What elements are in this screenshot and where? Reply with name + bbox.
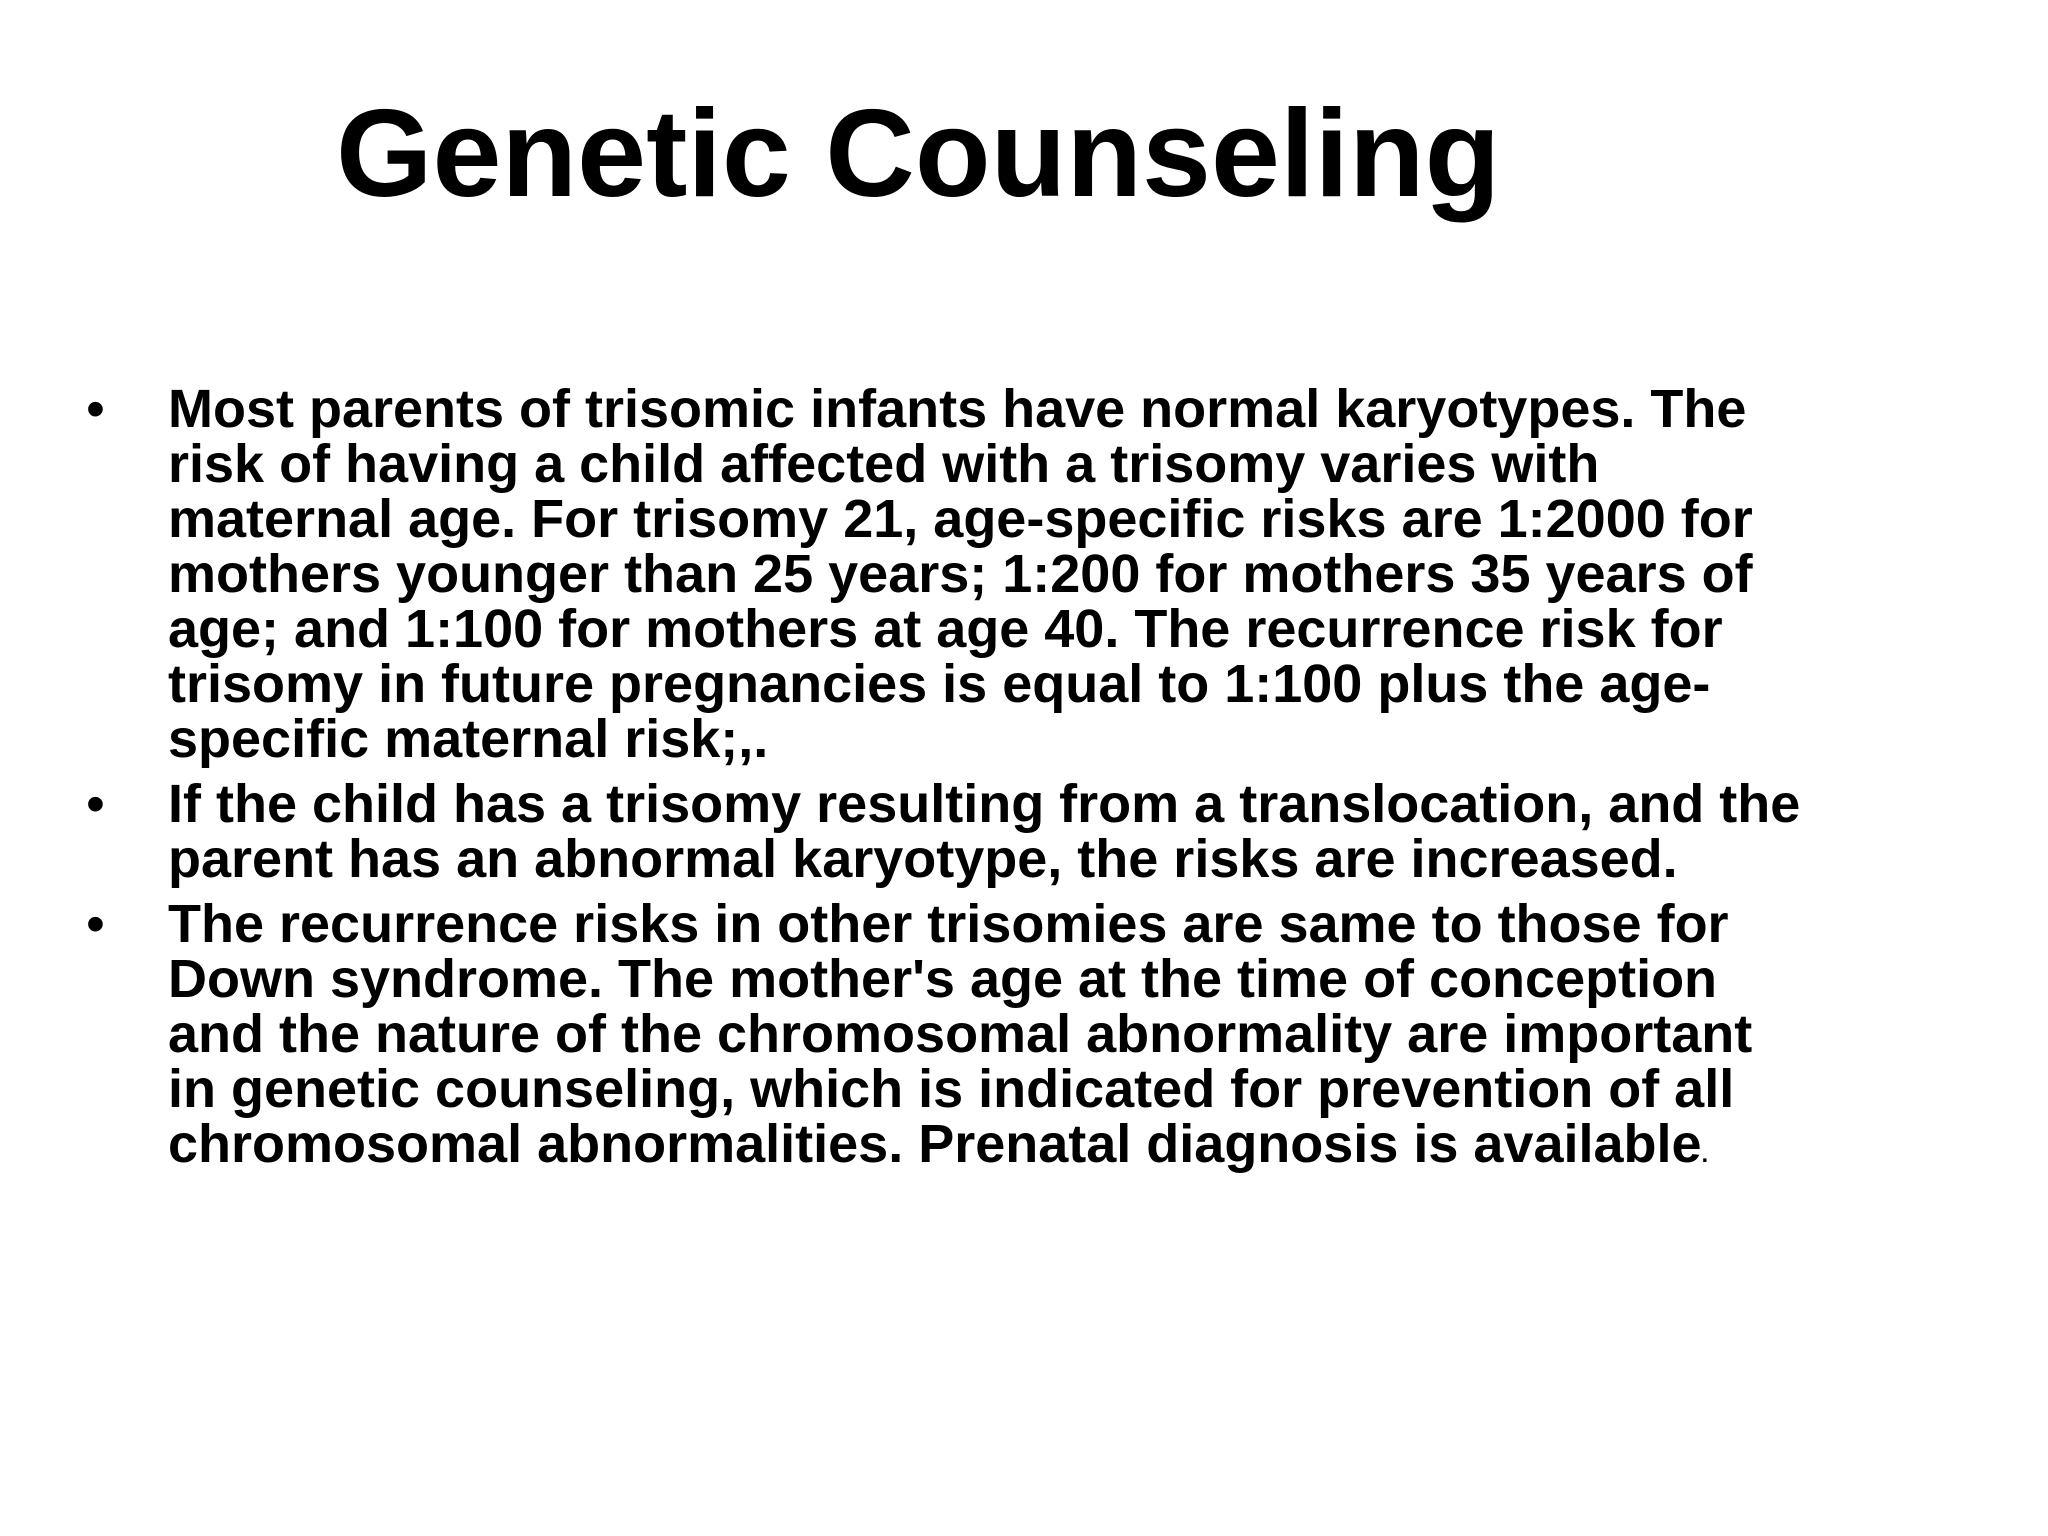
bullet-line	[168, 1114, 1986, 1174]
bullet-line-text: chromosomal abnormalities. Prenatal diagnosis is available	[168, 1114, 1702, 1174]
bullet-dot-icon: •	[86, 894, 105, 954]
bullet-line: parent has an abnormal karyotype, the risks are increased.	[168, 829, 1678, 889]
bullet-line: age; and 1:100 for mothers at age 40. The recurrence risk for	[168, 599, 1723, 659]
trailing-period: .	[1701, 1141, 1709, 1168]
bullet-line: Down syndrome. The mother's age at the time of conception	[168, 949, 1718, 1009]
slide-title: Genetic Counseling	[336, 85, 1501, 223]
bullet-list	[86, 379, 1986, 1182]
bullet-line: mothers younger than 25 years; 1:200 for mothers 35 years of	[168, 544, 1753, 604]
bullet-item	[86, 894, 1986, 1174]
bullet-line: in genetic counseling, which is indicated for prevention of all	[168, 1059, 1735, 1119]
bullet-line: Most parents of trisomic infants have normal karyotypes. The	[168, 379, 1747, 439]
bullet-line: If the child has a trisomy resulting from a translocation, and the	[168, 774, 1801, 834]
bullet-item	[86, 379, 1986, 769]
bullet-dot-icon: •	[86, 379, 105, 439]
bullet-line: trisomy in future pregnancies is equal to 1:100 plus the age-	[168, 654, 1711, 714]
bullet-item	[86, 774, 1986, 889]
bullet-line: specific maternal risk;,.	[168, 709, 769, 769]
bullet-line: risk of having a child affected with a trisomy varies with	[168, 434, 1600, 494]
bullet-line: The recurrence risks in other trisomies are same to those for	[168, 894, 1729, 954]
bullet-line: maternal age. For trisomy 21, age-specific risks are 1:2000 for	[168, 489, 1753, 549]
bullet-line: and the nature of the chromosomal abnormality are important	[168, 1004, 1753, 1064]
bullet-dot-icon: •	[86, 774, 105, 834]
